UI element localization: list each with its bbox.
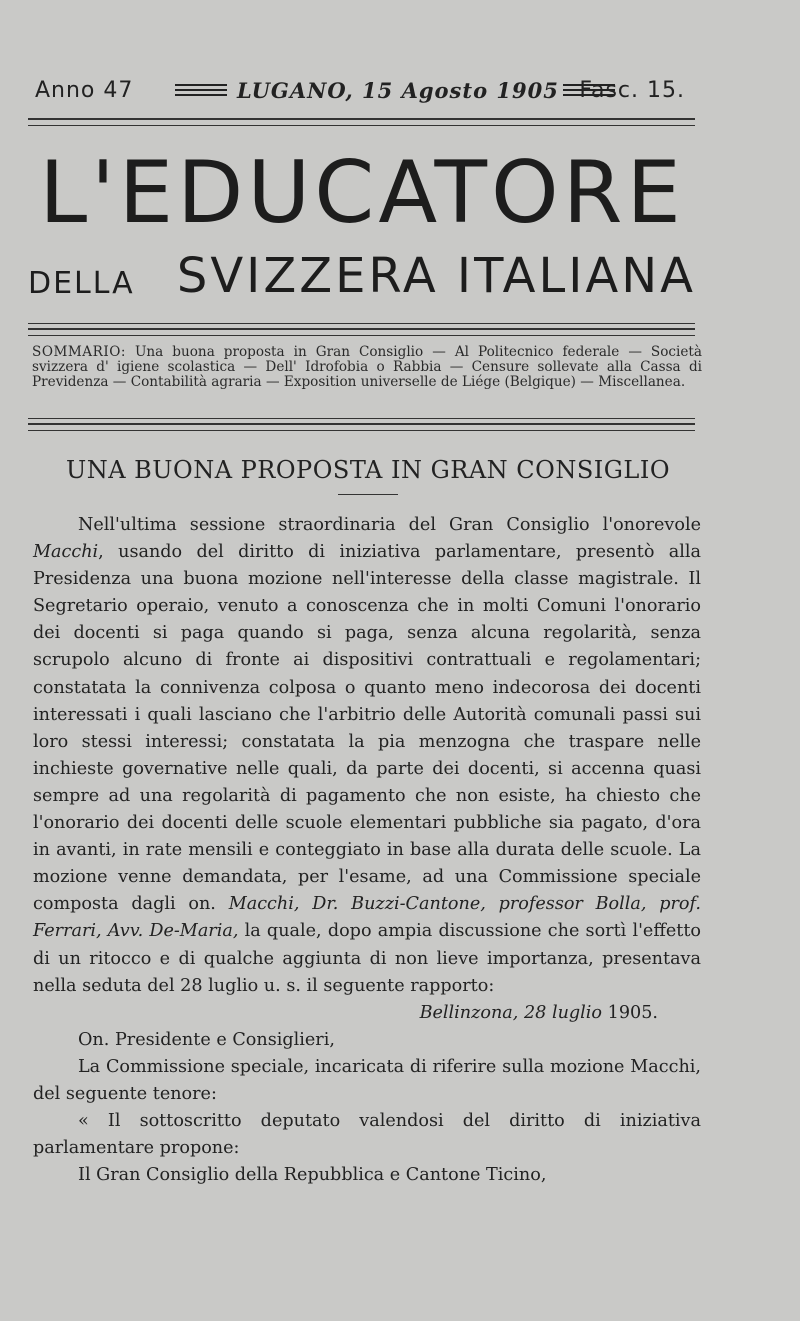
paragraph-council: Il Gran Consiglio della Repubblica e Cantone Ticino, bbox=[78, 1165, 547, 1186]
salutation: On. Presidente e Consiglieri, bbox=[78, 1029, 335, 1050]
article-body bbox=[33, 512, 701, 1189]
sommario-rule-2 bbox=[28, 423, 695, 425]
sommario-text: Una buona proposta in Gran Consiglio — Al Politecnico federale — Società svizzera d' igiene scolastica — Dell' Idrofobia o Rabbia — Censure sollevate alla Cassa di Previdenza — Contabilità agraria — Exposition universelle de Liége (Belgique) — Miscellanea. bbox=[32, 344, 702, 390]
paragraph-text: la quale, dopo ampia discussione che sortì l'effetto di un ritocco e di qualche aggiunta di non lieve importanza, presentava nella seduta del 28 luglio u. s. il seguente rapporto: bbox=[33, 921, 701, 996]
masthead-subtitle-block bbox=[28, 248, 698, 308]
issue-header bbox=[35, 78, 685, 112]
issue-number: Fasc. 15. bbox=[579, 78, 685, 103]
header-rule-top bbox=[28, 118, 695, 120]
paragraph-text: Nell'ultima sessione straordinaria del Gran Consiglio l'onorevole bbox=[78, 515, 701, 535]
paragraph-text: , usando del diritto di iniziativa parlamentare, presentò alla Presidenza una buona mozione nell'interesse della classe magistrale. Il Segretario operaio, venuto a conoscenza che in molti Comuni l'onorario dei docenti si paga quando si paga, senza alcuna regolarità, senza scrupolo alcuno di fronte ai dispositivi contrattuali e regolamentari; constatata la connivenza colposa o quanto meno indecorosa dei docenti interessati i quali lasciano che l'arbitrio delle Autorità comunali passi sui loro stessi interessi; constatata la pia menzogna che traspare nelle inchieste governative nelle quali, da parte dei docenti, si accenna quasi sempre ad una regolarità di pagamento che non esiste, ha chiesto che l'onorario dei docenti delle scuole elementari pubbliche sia pagato, d'ora in avanti, in rate mensili e conteggiato in base alla durata delle scuole. La mozione venne demandata, per l'esame, ad una Commissione speciale composta dagli on. bbox=[33, 542, 701, 915]
volume-number: Anno 47 bbox=[35, 78, 134, 103]
place-date: LUGANO, 15 Agosto 1905 bbox=[237, 78, 559, 103]
masthead-rule-2 bbox=[28, 328, 695, 330]
deputy-name: Macchi bbox=[33, 542, 99, 563]
sommario-label: SOMMARIO: bbox=[32, 344, 126, 360]
dateline-place: Bellinzona, 28 luglio bbox=[419, 1002, 603, 1023]
dateline-year: 1905. bbox=[607, 1002, 658, 1023]
report-dateline bbox=[33, 1000, 701, 1027]
commission-members: Macchi, Dr. Buzzi-Cantone, professor Bolla, prof. Ferrari, Avv. De-Maria, bbox=[33, 894, 701, 942]
table-of-contents bbox=[32, 345, 702, 390]
paragraph-intro bbox=[33, 512, 701, 1000]
title-divider bbox=[338, 494, 398, 495]
masthead-title: L'EDUCATORE bbox=[39, 143, 685, 243]
sommario-rule-3 bbox=[28, 430, 695, 431]
masthead-della: DELLA bbox=[28, 266, 135, 301]
masthead-rule-3 bbox=[28, 335, 695, 336]
paragraph-motion: « Il sottoscritto deputato valendosi del diritto di iniziativa parlamentare propone: bbox=[33, 1111, 701, 1159]
masthead-subtitle: SVIZZERA ITALIANA bbox=[176, 248, 696, 304]
paragraph-commission: La Commissione speciale, incaricata di riferire sulla mozione Macchi, del seguente tenore: bbox=[33, 1056, 701, 1104]
header-rule-bottom bbox=[28, 125, 695, 126]
header-ornament-left bbox=[175, 84, 227, 96]
sommario-rule-1 bbox=[28, 418, 695, 419]
masthead-rule-1 bbox=[28, 323, 695, 324]
article-title: UNA BUONA PROPOSTA IN GRAN CONSIGLIO bbox=[65, 456, 671, 484]
